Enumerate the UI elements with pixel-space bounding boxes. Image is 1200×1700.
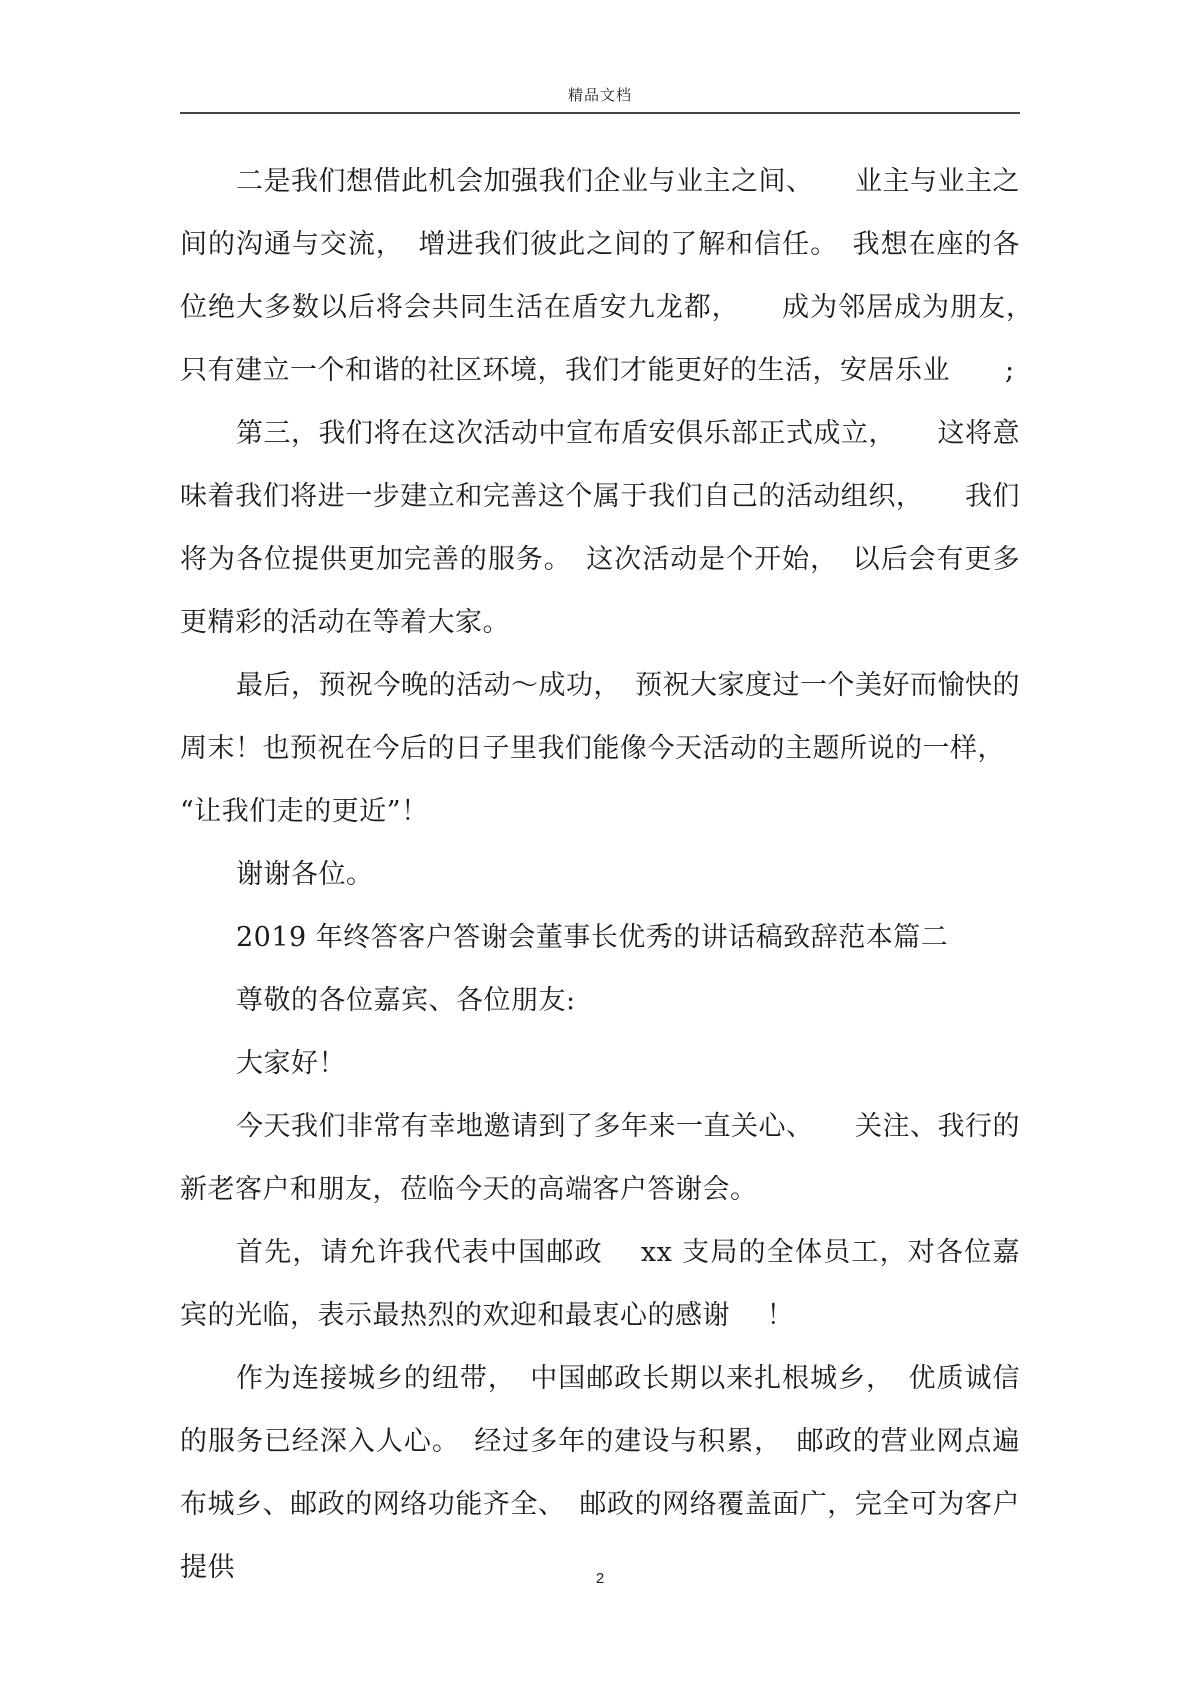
paragraph: 首先，请允许我代表中国邮政 xx 支局的全体员工，对各位嘉宾的光临，表示最热烈的欢迎和最衷心的感谢 ！ (180, 1237, 1020, 1331)
header-divider (180, 112, 1020, 114)
paragraph: 谢谢各位。 (236, 859, 374, 890)
paragraph: “让我们走的更近”！ (180, 796, 429, 827)
paragraph: 大家好！ (236, 1048, 346, 1079)
page-header-title: 精品文档 (567, 86, 632, 104)
paragraph: 今天我们非常有幸地邀请到了多年来一直关心、 关注、我行的新老客户和朋友，莅临今天的高端客户答谢会。 (180, 1111, 1020, 1205)
page-number: 2 (595, 1570, 605, 1587)
paragraph: 第三，我们将在这次活动中宣布盾安俱乐部正式成立， 这将意味着我们将进一步建立和完善这个属于我们自己的活动组织， 我们将为各位提供更加完善的服务。 这次活动是个开始， 以后会有更多更精彩的活动在等着大家。 (180, 418, 1020, 638)
paragraph: 尊敬的各位嘉宾、各位朋友: (236, 985, 576, 1016)
paragraph: 作为连接城乡的纽带， 中国邮政长期以来扎根城乡， 优质诚信的服务已经深入人心。 经过多年的建设与积累， 邮政的营业网点遍布城乡、邮政的网络功能齐全、 邮政的网络覆盖面广，完全可为客户提供 (180, 1363, 1020, 1583)
paragraph: 二是我们想借此机会加强我们企业与业主之间、 业主与业主之间的沟通与交流， 增进我们彼此之间的了解和信任。 我想在座的各位绝大多数以后将会共同生活在盾安九龙都， 成为邻居成为朋友， 只有建立一个和谐的社区环境，我们才能更好的生活，安居乐业 ; (180, 166, 1048, 386)
paragraph: 最后，预祝今晚的活动～成功， 预祝大家度过一个美好而愉快的周末！也预祝在今后的日子里我们能像今天活动的主题所说的一样， (180, 670, 1020, 764)
document-body (180, 150, 1048, 1599)
section-heading: 2019 年终答客户答谢会董事长优秀的讲话稿致辞范本篇二 (236, 922, 949, 953)
